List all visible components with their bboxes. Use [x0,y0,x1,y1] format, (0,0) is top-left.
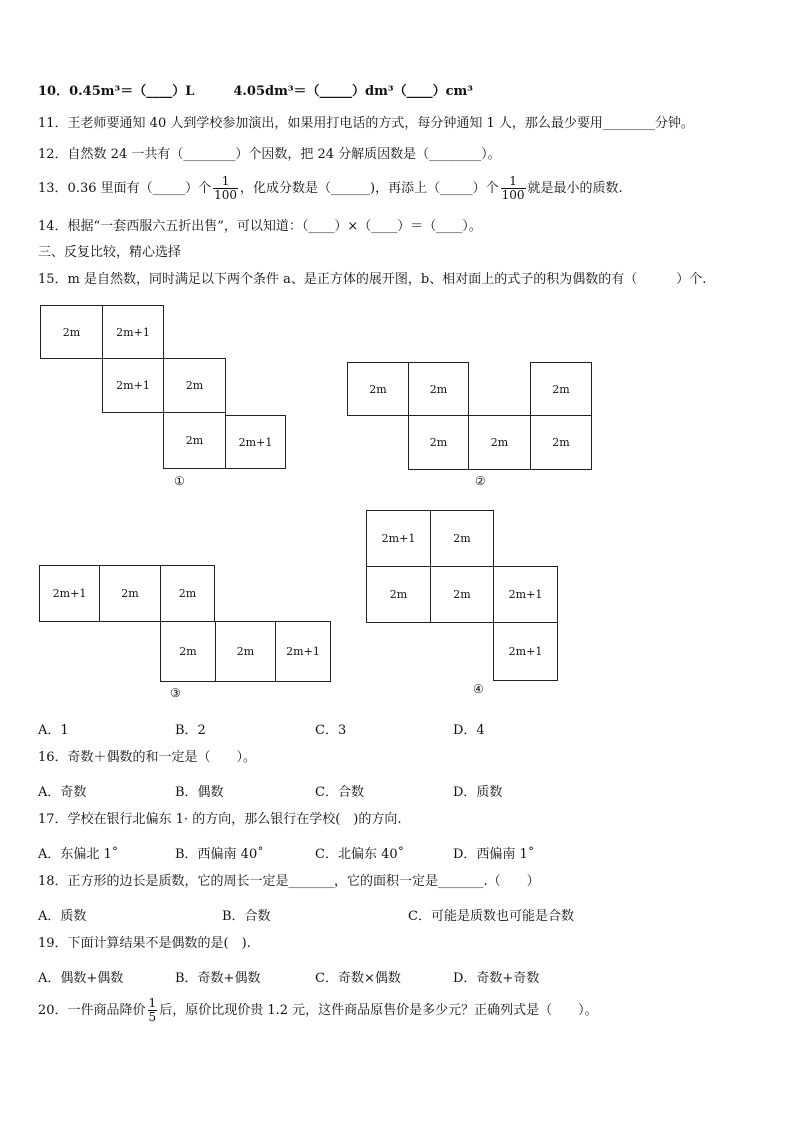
fraction-1-100 [213,175,238,202]
q17-option-a: A．东偏北 1˚ [38,847,119,862]
q13-part3: 就是最小的质数. [527,181,623,196]
fraction-1-100-second [501,175,526,202]
net3-cell: 2m+1 [275,621,331,682]
question-11: 11．王老师要通知 40 人到学校参加演出，如果用打电话的方式，每分钟通知 1 人，那么最少要用________分钟。 [38,116,694,131]
question-17: 17．学校在银行北偏东 1· 的方向，那么银行在学校( )的方向. [38,812,402,827]
net3-cell: 2m [215,621,276,682]
net3-cell: 2m [160,565,215,622]
q15-option-d: D．4 [453,723,485,738]
net4-cell: 2m+1 [493,566,558,623]
net4-cell: 2m+1 [366,510,431,567]
q20-part1: 20．一件商品降价 [38,1003,146,1018]
q17-option-d: D．西偏南 1˚ [453,847,535,862]
net1-cell: 2m+1 [102,305,164,359]
net2-label: ② [475,474,486,488]
frac-numerator: 1 [213,175,238,189]
net4-label: ④ [473,682,484,696]
q15-option-a: A．1 [38,723,69,738]
q16-option-a: A．奇数 [38,785,87,800]
net1-cell: 2m+1 [225,415,286,469]
question-12: 12．自然数 24 一共有（________）个因数，把 24 分解质因数是（________）。 [38,147,501,162]
net2-cell: 2m [530,362,592,416]
question-10: 10．0.45m³＝（____）L 4.05dm³＝（_____）dm³（____）cm³ [38,84,473,99]
frac-numerator: 1 [148,996,157,1010]
frac-denominator: 5 [148,1010,157,1024]
q16-option-d: D．质数 [453,785,503,800]
q19-option-b: B．奇数+偶数 [175,971,261,986]
net1-cell: 2m [163,358,226,413]
question-13 [38,174,623,204]
q20-part2: 后，原价比现价贵 1.2 元，这件商品原售价是多少元？正确列式是（ ）。 [159,1003,598,1018]
question-20 [38,996,598,1026]
net4-cell: 2m+1 [493,622,558,681]
net3-cell: 2m [99,565,161,622]
q18-option-a: A．质数 [38,909,87,924]
net2-cell: 2m [530,415,592,470]
net1-cell: 2m [40,305,103,359]
q16-option-c: C．合数 [315,785,364,800]
q15-option-c: C．3 [315,723,347,738]
net2-cell: 2m [408,415,469,470]
question-14: 14．根据“一套西服六五折出售”，可以知道：（____）×（____）＝（____）。 [38,219,482,234]
q19-option-d: D．奇数+奇数 [453,971,540,986]
net3-cell: 2m+1 [39,565,100,622]
q19-option-a: A．偶数+偶数 [38,971,124,986]
q19-option-c: C．奇数×偶数 [315,971,401,986]
q13-part1: 13．0.36 里面有（_____）个 [38,181,212,196]
frac-denominator: 100 [501,188,525,202]
net3-cell: 2m [160,621,216,682]
fraction-1-5 [148,997,158,1024]
net1-cell: 2m [163,412,226,469]
net4-cell: 2m [430,510,494,567]
q18-option-b: B．合数 [222,909,271,924]
section-heading: 三、反复比较，精心选择 [38,245,182,260]
net2-cell: 2m [468,415,531,470]
q17-option-b: B．西偏南 40˚ [175,847,264,862]
q17-option-c: C．北偏东 40˚ [315,847,405,862]
net2-cell: 2m [347,362,409,416]
net1-label: ① [174,474,185,488]
q15-option-b: B．2 [175,723,206,738]
q18-option-c: C．可能是质数也可能是合数 [408,909,574,924]
net4-cell: 2m [366,566,431,623]
question-19: 19．下面计算结果不是偶数的是( ). [38,936,251,951]
question-16: 16．奇数＋偶数的和一定是（ ）。 [38,750,257,765]
frac-denominator: 100 [214,188,238,202]
net1-cell: 2m+1 [102,358,164,413]
net2-cell: 2m [408,362,469,416]
q16-option-b: B．偶数 [175,785,224,800]
frac-numerator: 1 [501,175,526,189]
net4-cell: 2m [430,566,494,623]
net3-label: ③ [170,686,181,700]
q13-part2: ，化成分数是（______)，再添上（_____）个 [240,181,499,196]
question-15: 15．m 是自然数，同时满足以下两个条件 a、是正方体的展开图，b、相对面上的式子的积为偶数的有（ ）个. [38,272,707,287]
question-18: 18．正方形的边长是质数，它的周长一定是_______，它的面积一定是_______.（ ） [38,874,540,889]
